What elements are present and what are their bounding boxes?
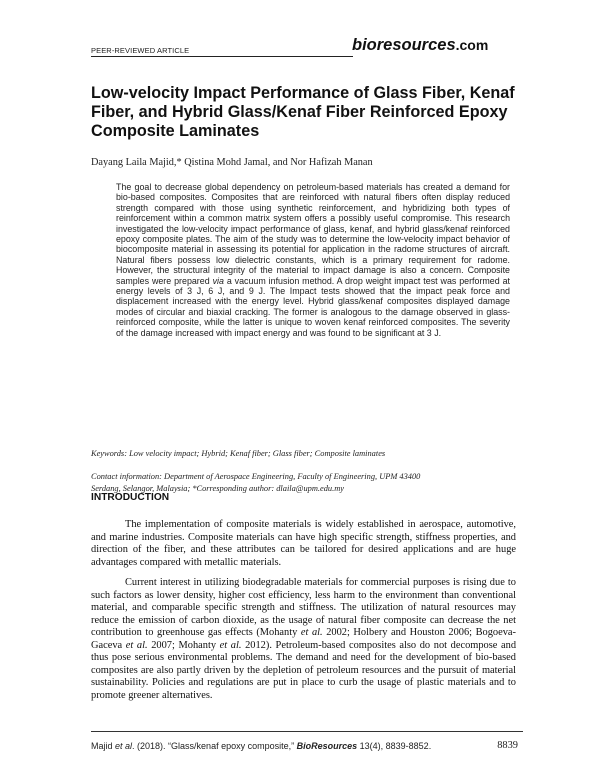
journal-site-name: bioresources xyxy=(352,36,456,54)
intro-paragraph-2 xyxy=(91,577,516,702)
journal-site-link[interactable] xyxy=(352,36,488,55)
intro-p2-text-4: 2012). Petroleum-based composites also do not decompose and thus pose serious environmental problems. The demand and need for the development of bio-based composites are also partly driven by the depletion of petroleum resources and the pursuit of material sustainability. Policies and regulations are put in place to curb the usage of plastic materials and to promote greener alternatives. xyxy=(91,639,517,701)
intro-paragraph-1: The implementation of composite materials is widely established in aerospace, automotive, and marine industries. Composite materials can have high specific strength, stiffness properties, and direction of the fiber, and these attributes can be tailored for desired applications and are huge advantages compared with metallic materials. xyxy=(91,519,516,568)
keywords: Keywords: Low velocity impact; Hybrid; Kenaf fiber; Glass fiber; Composite laminates xyxy=(91,449,386,458)
journal-site-domain: .com xyxy=(455,37,489,53)
footer-rule xyxy=(91,731,523,732)
intro-p2-text-3: 2007; Mohanty xyxy=(147,639,220,651)
contact-information: Contact information: Department of Aerospace Engineering, Faculty of Engineering, UPM 43400 Serdang, Selangor, Malaysia; *Corresponding author: dlaila@upm.edu.my xyxy=(91,472,421,493)
intro-p2-text-1: Current interest in utilizing biodegradable materials for commercial purposes is rising due to such factors as lower density, higher cost efficiency, less harm to the environment than conventional material, and comparable specific strength and stiffness. The utilization of natural resources may reduce the emission of carbon dioxide, as the usage of natural fiber composite can decrease the net contribution to greenhouse gas effects (Mohanty xyxy=(91,577,516,639)
abstract-text-2: a vacuum infusion method. A drop weight impact test was performed at energy levels of 3 J, 6 J, and 9 J. The Impact tests showed that the impact peak force and displacement increased with the energy level. Hybrid glass/kenaf composites displayed damage modes of circular and biaxial cracking. The former is analogous to the damage observed in glass-reinforced composite, while the latter is unique to woven kenaf reinforced composites. The severity of the damage increased with impact energy and was found to be significant at 3 J. xyxy=(116,275,510,338)
footer-year-title: . (2018). “Glass/kenaf epoxy composite,” xyxy=(132,741,297,751)
intro-p2-etal-1: et al. xyxy=(300,627,323,639)
author-list: Dayang Laila Majid,* Qistina Mohd Jamal, and Nor Hafizah Manan xyxy=(91,157,373,168)
citation-footer xyxy=(91,741,431,751)
abstract-via: via xyxy=(212,275,224,286)
peer-reviewed-label: PEER-REVIEWED ARTICLE xyxy=(91,46,190,55)
footer-volume-pages: 13(4), 8839-8852. xyxy=(357,741,432,751)
intro-p2-etal-3: et al. xyxy=(219,639,242,651)
footer-journal-name: BioResources xyxy=(296,741,358,751)
header-rule xyxy=(91,56,353,57)
abstract-text-1: The goal to decrease global dependency on petroleum-based materials has created a demand for bio-based composites. Composites that are reinforced with natural fibers often display reduced strength compared with those using synthetic reinforcement, and hybridizing both types of reinforcement within a common matrix system offers a possibly useful compromise. This research investigated the low-velocity impact performance of glass, kenaf, and hybrid glass/kenaf reinforced epoxy composite plates. The aim of the study was to determine the low-velocity impact behavior of biocomposite material in assessing its potential for application in the radome structures of aircraft. Natural fibers possess low dielectric constants, which is a primary requirement for radome. However, the structural integrity of the material to impact damage is also a concern. Composite samples were prepared xyxy=(116,182,510,286)
article-title: Low-velocity Impact Performance of Glass Fiber, Kenaf Fiber, and Hybrid Glass/Kenaf Fiber Reinforced Epoxy Composite Laminates xyxy=(91,84,515,140)
abstract xyxy=(116,182,510,338)
footer-author: Majid xyxy=(91,741,116,751)
section-heading-introduction: INTRODUCTION xyxy=(91,492,170,503)
footer-etal: et al xyxy=(115,741,133,751)
intro-p2-text-2: 2002; Holbery and Houston 2006; Bogoeva-Gaceva xyxy=(91,627,517,651)
intro-p2-etal-2: et al. xyxy=(125,639,148,651)
page-number: 8839 xyxy=(497,740,518,751)
